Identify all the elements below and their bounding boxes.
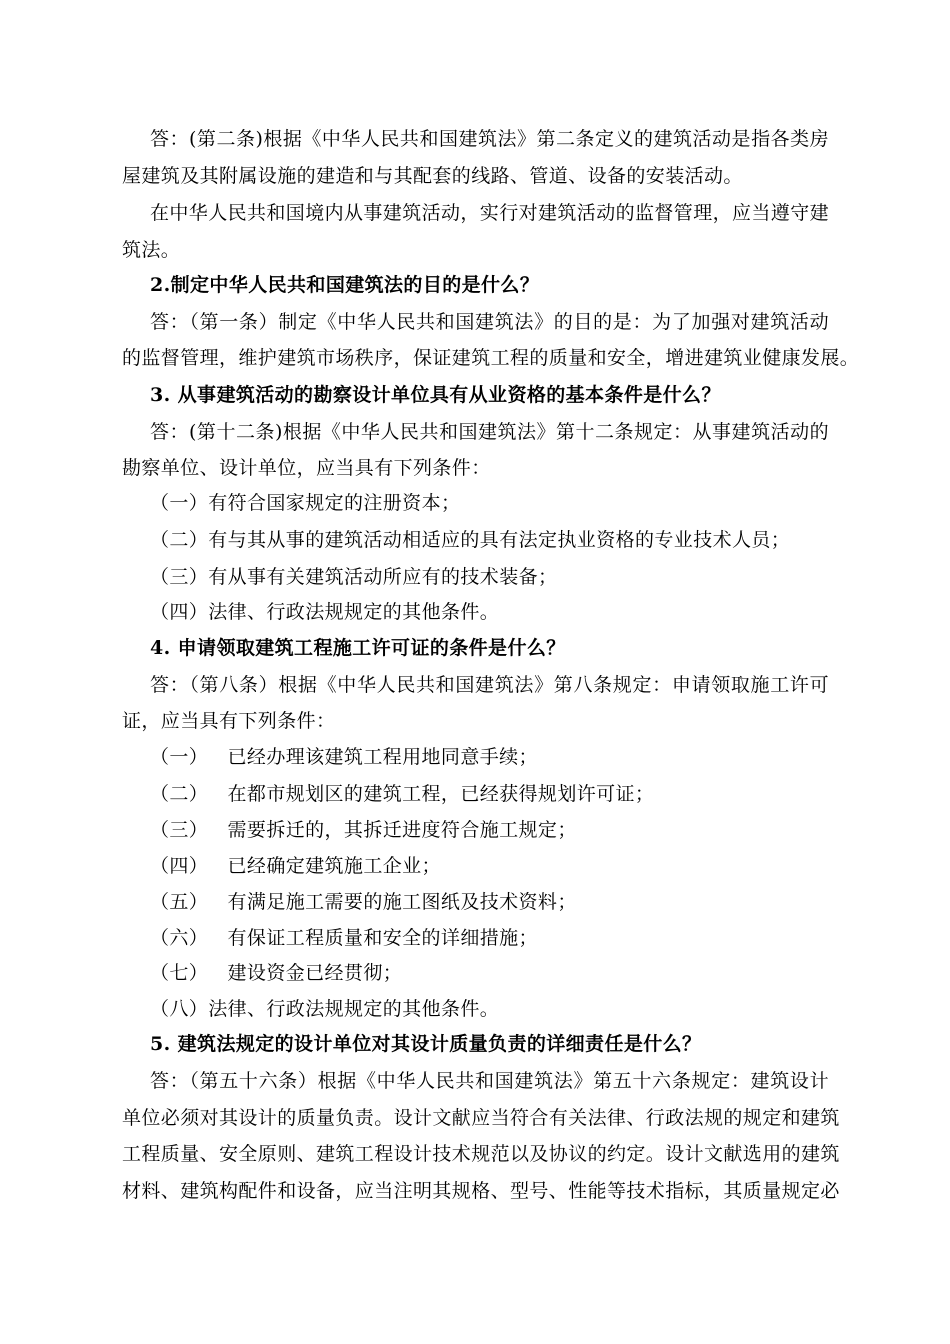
- answer-2-line-4: 筑法。: [122, 239, 181, 261]
- question-5-heading: 5. 建筑法规定的设计单位对其设计质量负责的详细责任是什么？: [150, 1033, 702, 1055]
- answer-2-line-3: 在中华人民共和国境内从事建筑活动，实行对建筑活动的监督管理，应当遵守建: [150, 202, 830, 224]
- q4-item-5: （五） 有满足施工需要的施工图纸及技术资料；: [150, 891, 577, 913]
- answer-2-line-1: 答：(第二条)根据《中华人民共和国建筑法》第二条定义的建筑活动是指各类房: [150, 128, 829, 150]
- q4-item-3: （三） 需要拆迁的，其拆迁进度符合施工规定；: [150, 819, 577, 841]
- q4-item-6: （六） 有保证工程质量和安全的详细措施；: [150, 927, 538, 949]
- q4-item-1: （一） 已经办理该建筑工程用地同意手续；: [150, 746, 538, 768]
- question-3-heading: 3. 从事建筑活动的勘察设计单位具有从业资格的基本条件是什么？: [150, 384, 721, 406]
- answer-q2-line-2: 的监督管理，维护建筑市场秩序，保证建筑工程的质量和安全，增进建筑业健康发展。: [122, 347, 860, 369]
- question-2-heading: 2.制定中华人民共和国建筑法的目的是什么？: [150, 274, 540, 296]
- answer-q5-line-2: 单位必须对其设计的质量负责。设计文献应当符合有关法律、行政法规的规定和建筑: [122, 1107, 840, 1129]
- q4-item-4: （四） 已经确定建筑施工企业；: [150, 855, 441, 877]
- q4-item-7: （七） 建设资金已经贯彻；: [150, 962, 403, 984]
- answer-q5-line-1: 答：（第五十六条）根据《中华人民共和国建筑法》第五十六条规定：建筑设计: [150, 1070, 829, 1092]
- answer-q5-line-3: 工程质量、安全原则、建筑工程设计技术规范以及协议的约定。设计文献选用的建筑: [122, 1143, 840, 1165]
- answer-q3-line-1: 答：(第十二条)根据《中华人民共和国建筑法》第十二条规定：从事建筑活动的: [150, 421, 829, 443]
- answer-2-line-2: 屋建筑及其附属设施的建造和与其配套的线路、管道、设备的安装活动。: [122, 165, 743, 187]
- answer-q3-line-2: 勘察单位、设计单位，应当具有下列条件：: [122, 457, 491, 479]
- question-4-heading: 4. 申请领取建筑工程施工许可证的条件是什么？: [150, 637, 566, 659]
- q4-item-2: （二） 在都市规划区的建筑工程，已经获得规划许可证；: [150, 783, 655, 805]
- q4-item-8: （八）法律、行政法规规定的其他条件。: [150, 998, 500, 1020]
- q3-item-4: （四）法律、行政法规规定的其他条件。: [150, 601, 500, 623]
- q3-item-2: （二）有与其从事的建筑活动相适应的具有法定执业资格的专业技术人员；: [150, 529, 791, 551]
- answer-q5-line-4: 材料、建筑构配件和设备，应当注明其规格、型号、性能等技术指标，其质量规定必: [122, 1180, 840, 1202]
- answer-q2-line-1: 答：（第一条）制定《中华人民共和国建筑法》的目的是：为了加强对建筑活动: [150, 311, 829, 333]
- answer-q4-line-1: 答：（第八条）根据《中华人民共和国建筑法》第八条规定：申请领取施工许可: [150, 674, 829, 696]
- q3-item-3: （三）有从事有关建筑活动所应有的技术装备；: [150, 566, 558, 588]
- q3-item-1: （一）有符合国家规定的注册资本；: [150, 492, 461, 514]
- answer-q4-line-2: 证，应当具有下列条件：: [122, 710, 336, 732]
